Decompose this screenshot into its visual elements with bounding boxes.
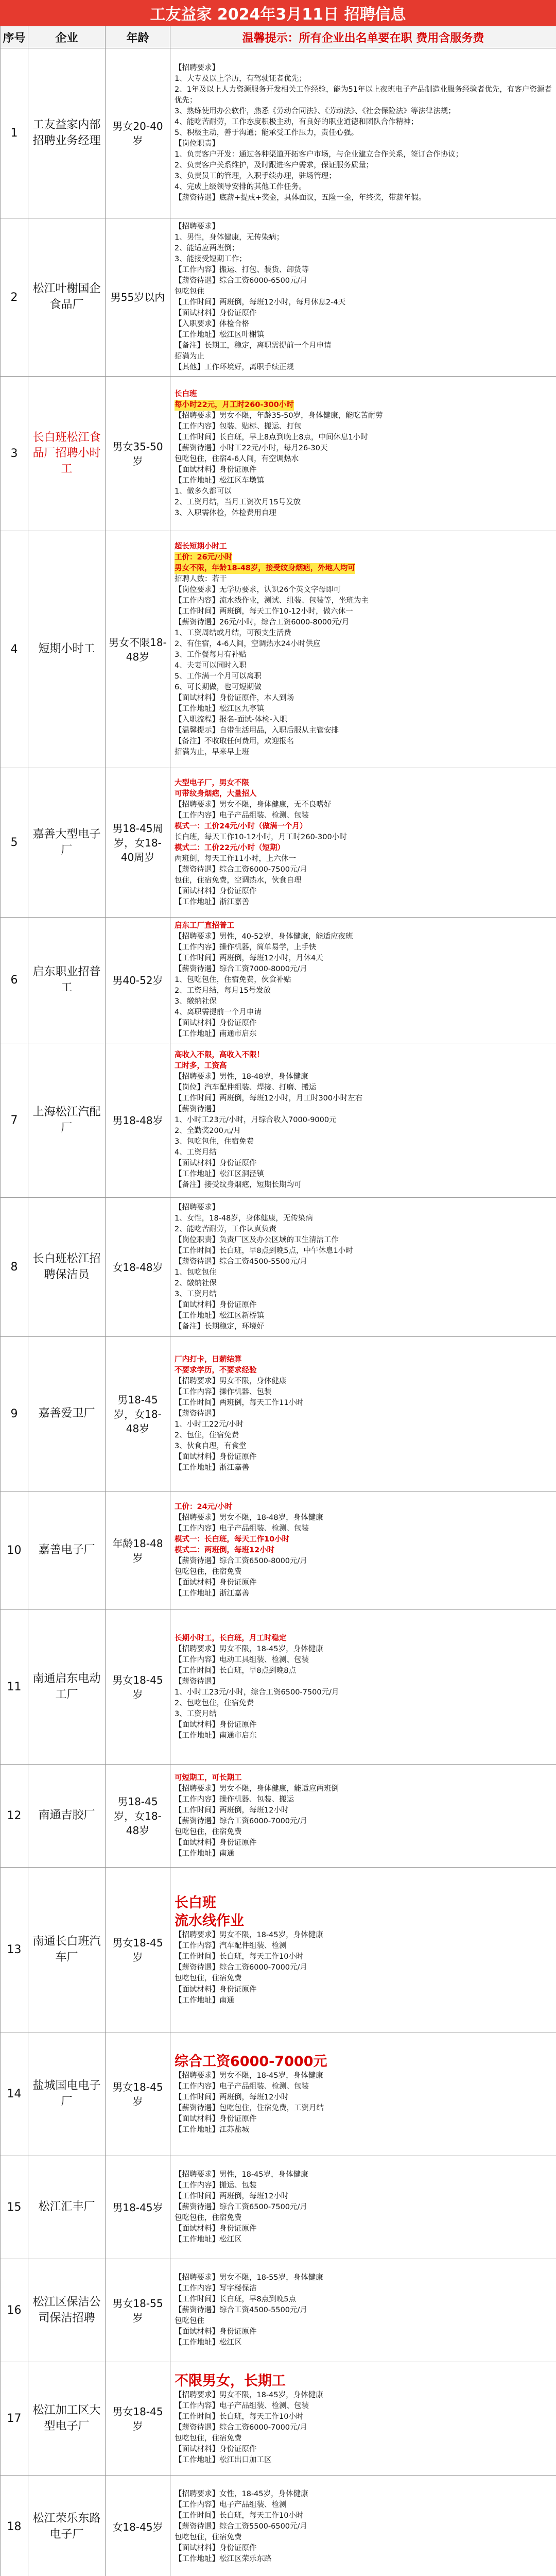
detail-line: 1、男性，身体健康，无传染病； bbox=[175, 233, 284, 242]
table-row bbox=[1, 2156, 556, 2259]
detail-line: 【薪资待遇】26元/小时，综合工资6000-8000元/月 bbox=[175, 618, 350, 626]
detail-line: 【工作时间】两班倒，每班12小时 bbox=[175, 2093, 289, 2102]
detail-line: 【工作地址】松江区车墩镇 bbox=[175, 476, 264, 485]
detail-line: 【薪资待遇】综合工资6000-7000元/月 bbox=[175, 2423, 307, 2432]
detail-line: 3、能接受短期工作； bbox=[175, 255, 247, 264]
detail-line: 1、包吃包住，住宿免费，伙食补贴 bbox=[175, 976, 291, 985]
row-detail bbox=[170, 2259, 556, 2362]
detail-line: 【工作内容】电子产品组装、检测、包装 bbox=[175, 1524, 309, 1533]
row-detail bbox=[170, 1337, 556, 1492]
detail-line: 【工作时间】两班倒，每班12小时，每月休息2-4天 bbox=[175, 298, 346, 307]
detail-line: 每小时22元，月工时260-300小时 bbox=[175, 400, 294, 411]
detail-line: 1、负责客户开发：通过各种渠道开拓客户市场，与企业建立合作关系，签订合作协议； bbox=[175, 150, 463, 159]
row-detail bbox=[170, 918, 556, 1043]
detail-line: 包吃包住，住宿免费 bbox=[175, 1568, 242, 1577]
row-detail bbox=[170, 377, 556, 531]
detail-line: 【岗位要求】无学历要求，认识26个英文字母即可 bbox=[175, 585, 341, 594]
row-seq: 1 bbox=[1, 48, 28, 218]
detail-line: 【工作时间】长白班，早上8点到晚上8点，中间休息1小时 bbox=[175, 433, 368, 442]
row-detail bbox=[170, 1610, 556, 1765]
detail-line: 3、工资月结 bbox=[175, 1290, 217, 1298]
detail-line: 男女不限，年龄18-48岁，接受纹身烟疤，外地人均可 bbox=[175, 563, 355, 574]
detail-line: 流水线作业 bbox=[175, 1913, 244, 1929]
detail-line: 【薪资待遇】 bbox=[175, 1677, 219, 1686]
detail-line: 【工作地址】南通 bbox=[175, 1849, 234, 1858]
detail-line: 【工作时间】长白班，每天工作10小时 bbox=[175, 2412, 304, 2421]
row-detail bbox=[170, 2156, 556, 2259]
detail-line: 【工作内容】电子产品组装、检测、包装 bbox=[175, 811, 309, 820]
detail-line: 【备注】长期稳定，环境好 bbox=[175, 1322, 264, 1331]
row-age: 男18-45岁 bbox=[106, 2156, 170, 2259]
detail-line: 【岗位】汽车配件组装、焊接、打磨、搬运 bbox=[175, 1083, 317, 1092]
detail-line: 包吃包住，住宿免费 bbox=[175, 1827, 242, 1836]
detail-line: 【工作内容】电子产品组装、检测 bbox=[175, 2501, 287, 2510]
detail-line: 【工作内容】电动工具组装、检测、包装 bbox=[175, 1655, 309, 1664]
detail-line: 3、包吃包住，住宿免费 bbox=[175, 1138, 254, 1146]
detail-line: 【薪资待遇】综合工资6000-7000元/月 bbox=[175, 1963, 307, 1972]
detail-line: 1、小时工23元/小时，月综合收入7000-9000元 bbox=[175, 1116, 337, 1125]
detail-line: 3、缴纳社保 bbox=[175, 997, 217, 1006]
detail-line: 【工作地址】南通市启东 bbox=[175, 1731, 257, 1740]
table-header-row bbox=[1, 26, 556, 48]
detail-line: 【工作时间】两班倒，每班12小时 bbox=[175, 2192, 289, 2201]
detail-line: 2、包吃包住，住宿免费 bbox=[175, 1699, 254, 1707]
row-company: 松江区保洁公司保洁招聘 bbox=[28, 2259, 106, 2362]
row-seq: 15 bbox=[1, 2156, 28, 2259]
detail-line: 【招聘要求】男女不限，18-45岁，身体健康 bbox=[175, 1645, 323, 1653]
detail-line: 【薪资待遇】综合工资4500-5500元/月 bbox=[175, 2306, 307, 2315]
jobs-table bbox=[0, 26, 556, 2576]
detail-line: 包吃包住，住宿4-6人间，有空调热水 bbox=[175, 454, 299, 463]
row-age: 男女18-45岁 bbox=[106, 2032, 170, 2156]
row-detail bbox=[170, 1765, 556, 1868]
table-row bbox=[1, 377, 556, 531]
detail-line: 长白班 bbox=[175, 389, 197, 398]
detail-line: 招满为止，早来早上班 bbox=[175, 748, 249, 756]
detail-line: 【面试材料】身份证原件 bbox=[175, 1838, 257, 1847]
detail-line: 【面试材料】身份证原件，本人到场 bbox=[175, 693, 294, 702]
row-age: 男18-45岁，女18-48岁 bbox=[106, 1765, 170, 1868]
table-row bbox=[1, 1198, 556, 1337]
row-age: 女18-48岁 bbox=[106, 1198, 170, 1337]
row-age: 男女不限18-48岁 bbox=[106, 531, 170, 768]
detail-line: 【薪资待遇】综合工资6000-7000元/月 bbox=[175, 1817, 307, 1825]
row-detail bbox=[170, 1492, 556, 1610]
detail-line: 2、负责客户关系维护，及时跟进客户需求，保证服务质量； bbox=[175, 161, 374, 170]
table-row bbox=[1, 1492, 556, 1610]
row-company: 启东职业招普工 bbox=[28, 918, 106, 1043]
detail-line: 【备注】接受纹身烟疤，短期长期均可 bbox=[175, 1181, 302, 1190]
detail-line: 【工作内容】汽车配件组装、检测 bbox=[175, 1942, 287, 1951]
row-age: 男18-48岁 bbox=[106, 1043, 170, 1198]
page-title: 工友益家 2024年3月11日 招聘信息 bbox=[0, 0, 556, 26]
detail-line: 高收入不限，高收入不限！ bbox=[175, 1051, 264, 1060]
detail-line: 【工作地址】南通 bbox=[175, 1996, 234, 2005]
row-seq: 2 bbox=[1, 218, 28, 377]
detail-line: 【招聘要求】男女不限，身体健康 bbox=[175, 1377, 287, 1386]
row-seq: 16 bbox=[1, 2259, 28, 2362]
row-seq: 7 bbox=[1, 1043, 28, 1198]
header-company: 企业 bbox=[28, 26, 106, 48]
detail-line: 【工作内容】操作机器、包装、搬运 bbox=[175, 1795, 294, 1804]
row-company: 嘉善大型电子厂 bbox=[28, 768, 106, 918]
detail-line: 包住，住宿免费，空调热水，伙食自理 bbox=[175, 876, 302, 885]
table-row bbox=[1, 1868, 556, 2032]
detail-line: 【面试材料】身份证原件 bbox=[175, 887, 257, 895]
row-company: 松江荣乐东路电子厂 bbox=[28, 2476, 106, 2576]
detail-line: 3、伙食自理，有食堂 bbox=[175, 1442, 247, 1451]
table-row bbox=[1, 1765, 556, 1868]
table-row bbox=[1, 1043, 556, 1198]
detail-line: 招聘人数：若干 bbox=[175, 574, 227, 583]
detail-line: 【面试材料】身份证原件 bbox=[175, 2544, 257, 2553]
detail-line: 【工作地址】松江区九亭镇 bbox=[175, 704, 264, 713]
detail-line: 【工作内容】写字楼保洁 bbox=[175, 2284, 257, 2293]
detail-line: 【岗位职责】 bbox=[175, 140, 219, 148]
row-age: 男女18-45岁 bbox=[106, 1868, 170, 2032]
detail-line: 5、工作满一个月可以离职 bbox=[175, 672, 262, 681]
detail-line: 3、熟练使用办公软件，熟悉《劳动合同法》、《劳动法》、《社会保险法》等法律法规； bbox=[175, 107, 456, 115]
detail-line: 模式二：工价22元/小时（短期） bbox=[175, 843, 285, 852]
detail-line: 【工作时间】两班倒，每班12小时 bbox=[175, 1806, 289, 1815]
detail-line: 【工作内容】流水线作业，测试、组装、包装等，坐班为主 bbox=[175, 596, 369, 605]
detail-line: 1、大专及以上学历，有驾驶证者优先； bbox=[175, 74, 306, 83]
detail-line: 【薪资待遇】综合工资6500-7500元/月 bbox=[175, 2203, 307, 2212]
detail-line: 【工作内容】包装、贴标、搬运、打包 bbox=[175, 422, 302, 431]
row-company: 南通启东电动工厂 bbox=[28, 1610, 106, 1765]
detail-line: 长白班，每天工作10-12小时，月工时260-300小时 bbox=[175, 833, 347, 841]
detail-line: 【招聘要求】男性，18-48岁，身体健康 bbox=[175, 1073, 308, 1081]
detail-line: 【面试材料】身份证原件 bbox=[175, 2115, 257, 2124]
detail-line: 【招聘要求】男性，18-45岁，身体健康 bbox=[175, 2171, 308, 2179]
detail-line: 【薪资待遇】 bbox=[175, 1410, 219, 1418]
detail-line: 【面试材料】身份证原件 bbox=[175, 2328, 257, 2336]
detail-line: 1、做多久都可以 bbox=[175, 487, 232, 496]
detail-line: 【工作地址】浙江嘉善 bbox=[175, 897, 249, 906]
row-seq: 17 bbox=[1, 2362, 28, 2476]
row-seq: 14 bbox=[1, 2032, 28, 2156]
row-seq: 12 bbox=[1, 1765, 28, 1868]
detail-line: 【温馨提示】自带生活用品，入职后服从主管安排 bbox=[175, 726, 339, 735]
detail-line: 【招聘要求】男女不限，身体健康，无不良嗜好 bbox=[175, 800, 332, 809]
detail-line: 4、离职需提前一个月申请 bbox=[175, 1008, 262, 1017]
detail-line: 【工作地址】松江区洞泾镇 bbox=[175, 1170, 264, 1179]
detail-line: 【薪资待遇】综合工资5500-6500元/月 bbox=[175, 2522, 307, 2531]
table-row bbox=[1, 48, 556, 218]
detail-line: 大型电子厂，男女不限 bbox=[175, 778, 249, 787]
detail-line: 【面试材料】身份证原件 bbox=[175, 1720, 257, 1729]
detail-line: 【工作地址】松江区新桥镇 bbox=[175, 1311, 264, 1320]
row-detail bbox=[170, 2476, 556, 2576]
row-age: 男女20-40岁 bbox=[106, 48, 170, 218]
detail-line: 工时多，工资高 bbox=[175, 1062, 227, 1071]
row-age: 男18-45岁，女18-48岁 bbox=[106, 1337, 170, 1492]
detail-line: 【薪资待遇】 bbox=[175, 1105, 219, 1114]
detail-line: 【招聘要求】 bbox=[175, 1203, 219, 1212]
detail-line: 综合工资6000-7000元 bbox=[175, 2054, 327, 2070]
detail-line: 3、负责员工的管理，入职手续办理，驻场管理； bbox=[175, 172, 336, 181]
detail-line: 【面试材料】身份证原件 bbox=[175, 1159, 257, 1168]
detail-line: 2、工资月结，每月15号发放 bbox=[175, 987, 271, 995]
row-seq: 11 bbox=[1, 1610, 28, 1765]
detail-line: 【面试材料】身份证原件 bbox=[175, 309, 257, 318]
detail-line: 长期小时工，长白班，月工时稳定 bbox=[175, 1634, 287, 1642]
row-company: 南通吉胶厂 bbox=[28, 1765, 106, 1868]
detail-line: 【工作时间】长白班，早8点到晚5点 bbox=[175, 2295, 296, 2304]
row-age: 男18-45周岁，女18-40周岁 bbox=[106, 768, 170, 918]
detail-line: 【工作时间】两班倒，每天工作10-12小时，做六休一 bbox=[175, 607, 353, 616]
detail-line: 1、包吃包住 bbox=[175, 1268, 217, 1277]
detail-line: 【招聘要求】男性，40-52岁，身体健康，能适应夜班 bbox=[175, 933, 353, 941]
detail-line: 包吃包住，住宿免费 bbox=[175, 1974, 242, 1983]
detail-line: 【工作内容】搬运、包装 bbox=[175, 2181, 257, 2190]
detail-line: 【工作时间】长白班，每天工作10小时 bbox=[175, 2512, 304, 2520]
detail-line: 【工作地址】浙江嘉善 bbox=[175, 1589, 249, 1598]
detail-line: 可带纹身烟疤，大量招人 bbox=[175, 789, 257, 798]
row-age: 男女18-45岁 bbox=[106, 2362, 170, 2476]
detail-line: 包吃包住，住宿免费 bbox=[175, 2434, 242, 2443]
detail-line: 【招聘要求】男女不限，身体健康，能适应两班倒 bbox=[175, 1784, 339, 1793]
detail-line: 长白班 bbox=[175, 1895, 216, 1911]
detail-line: 【面试材料】身份证原件 bbox=[175, 1579, 257, 1587]
table-row bbox=[1, 218, 556, 377]
detail-line: 【工作内容】操作机器、包装 bbox=[175, 1388, 272, 1397]
row-detail bbox=[170, 1868, 556, 2032]
detail-line: 【招聘要求】男女不限，18-45岁，身体健康 bbox=[175, 2391, 323, 2399]
detail-line: 3、工资月结 bbox=[175, 1709, 217, 1718]
detail-line: 【面试材料】身份证原件 bbox=[175, 2445, 257, 2453]
row-company: 工友益家内部招聘业务经理 bbox=[28, 48, 106, 218]
detail-line: 1、小时工23元/小时，综合工资6500-7500元/月 bbox=[175, 1688, 339, 1697]
row-age: 年龄18-48岁 bbox=[106, 1492, 170, 1610]
detail-line: 【面试材料】身份证原件 bbox=[175, 1453, 257, 1462]
detail-line: 2、能适应两班倒； bbox=[175, 244, 239, 253]
row-company: 松江加工区大型电子厂 bbox=[28, 2362, 106, 2476]
detail-line: 可短期工，可长期工 bbox=[175, 1773, 242, 1782]
detail-line: 包吃包住，住宿免费 bbox=[175, 2533, 242, 2542]
row-company: 长白班松江食品厂招聘小时工 bbox=[28, 377, 106, 531]
detail-line: 4、完成上级领导安排的其他工作任务。 bbox=[175, 183, 306, 192]
row-seq: 9 bbox=[1, 1337, 28, 1492]
detail-line: 【面试材料】身份证原件 bbox=[175, 2225, 257, 2233]
detail-line: 2、工资月结，当月工资次月15号发放 bbox=[175, 498, 301, 506]
row-seq: 5 bbox=[1, 768, 28, 918]
detail-line: 【岗位职责】负责厂区及办公区域的卫生清洁工作 bbox=[175, 1235, 339, 1244]
table-row bbox=[1, 1337, 556, 1492]
detail-line: 模式一：工价24元/小时（做满一个月） bbox=[175, 822, 307, 831]
detail-line: 【备注】长期工，稳定，离职需提前一个月申请 bbox=[175, 342, 332, 350]
detail-line: 工价：24元/小时 bbox=[175, 1503, 233, 1512]
header-remark: 温馨提示：所有企业出名单要在职 费用含服务费 bbox=[170, 26, 556, 48]
detail-line: 【薪资待遇】包吃包住，住宿免费，工资月结 bbox=[175, 2104, 324, 2113]
row-age: 男女35-50岁 bbox=[106, 377, 170, 531]
detail-line: 【工作时间】两班倒，每班12小时，月休4天 bbox=[175, 954, 323, 963]
row-age: 男女18-45岁 bbox=[106, 1610, 170, 1765]
detail-line: 2、能吃苦耐劳，工作认真负责 bbox=[175, 1225, 276, 1233]
row-detail bbox=[170, 48, 556, 218]
detail-line: 不限男女，长期工 bbox=[175, 2372, 286, 2389]
job-rows bbox=[1, 48, 556, 2576]
detail-line: 两班倒，每天工作11小时，上六休一 bbox=[175, 854, 296, 863]
row-seq: 10 bbox=[1, 1492, 28, 1610]
detail-line: 【招聘要求】女性，18-45岁，身体健康 bbox=[175, 2490, 308, 2499]
table-row bbox=[1, 2362, 556, 2476]
detail-line: 【工作地址】松江区叶榭镇 bbox=[175, 331, 264, 340]
detail-line: 【招聘要求】男女不限，18-45岁，身体健康 bbox=[175, 1931, 323, 1940]
row-detail bbox=[170, 768, 556, 918]
detail-line: 【招聘要求】男女不限，18-55岁，身体健康 bbox=[175, 2274, 323, 2282]
detail-line: 【其他】工作环境好，离职手续正规 bbox=[175, 363, 294, 372]
detail-line: 【薪资待遇】底薪+提成+奖金，具体面议，五险一金，年终奖，带薪年假。 bbox=[175, 194, 426, 202]
detail-line: 【工作时间】长白班，每天工作10小时 bbox=[175, 1953, 304, 1961]
detail-line: 厂内打卡，日薪结算 bbox=[175, 1355, 242, 1364]
header-age: 年龄 bbox=[106, 26, 170, 48]
detail-line: 招满为止 bbox=[175, 352, 204, 361]
detail-line: 6、可长期做，也可短期做 bbox=[175, 683, 262, 691]
detail-line: 【工作地址】江苏盐城 bbox=[175, 2126, 249, 2134]
detail-line: 工价：26元/小时 bbox=[175, 552, 232, 563]
table-row bbox=[1, 2032, 556, 2156]
table-row bbox=[1, 2476, 556, 2576]
detail-line: 【面试材料】身份证原件 bbox=[175, 1300, 257, 1309]
detail-line: 1、工资周结或月结，可预支生活费 bbox=[175, 629, 291, 637]
detail-line: 【入职要求】体检合格 bbox=[175, 320, 249, 329]
detail-line: 【薪资待遇】综合工资7000-8000元/月 bbox=[175, 965, 307, 974]
detail-line: 包吃包住，住宿免费 bbox=[175, 2214, 242, 2223]
row-company: 短期小时工 bbox=[28, 531, 106, 768]
detail-line: 【入职流程】报名-面试-体检-入职 bbox=[175, 715, 287, 724]
detail-line: 【工作时间】长白班，早8点到晚8点 bbox=[175, 1666, 296, 1675]
table-row bbox=[1, 768, 556, 918]
detail-line: 【招聘要求】男女不限，18-48岁，身体健康 bbox=[175, 1514, 323, 1522]
detail-line: 2、1年及以上人力资源服务开发相关工作经验，能为51年以上夜班电子产品制造业服务经验者优先，有客户资源者优先； bbox=[175, 85, 552, 105]
row-company: 松江叶榭国企食品厂 bbox=[28, 218, 106, 377]
detail-line: 【工作时间】两班倒，每班12小时，月工时300小时左右 bbox=[175, 1094, 363, 1103]
detail-line: 【工作内容】操作机器，简单易学，上手快 bbox=[175, 943, 317, 952]
detail-line: 【工作地址】浙江嘉善 bbox=[175, 1464, 249, 1472]
detail-line: 1、小时工22元/小时 bbox=[175, 1420, 244, 1429]
detail-line: 【招聘要求】男女不限，18-45岁，身体健康 bbox=[175, 2072, 323, 2080]
detail-line: 【薪资待遇】综合工资6000-7500元/月 bbox=[175, 865, 307, 874]
row-company: 嘉善电子厂 bbox=[28, 1492, 106, 1610]
detail-line: 【工作地址】松江区荣乐东路 bbox=[175, 2555, 272, 2564]
row-detail bbox=[170, 2362, 556, 2476]
detail-line: 模式二：两班倒，每班12小时 bbox=[175, 1546, 275, 1555]
row-company: 长白班松江招聘保洁员 bbox=[28, 1198, 106, 1337]
detail-line: 【工作地址】松江区 bbox=[175, 2338, 242, 2347]
row-detail bbox=[170, 218, 556, 377]
table-row bbox=[1, 531, 556, 768]
detail-line: 【工作地址】松江区 bbox=[175, 2235, 242, 2244]
detail-line: 5、积极主动，善于沟通；能承受工作压力，责任心强。 bbox=[175, 128, 359, 137]
row-seq: 8 bbox=[1, 1198, 28, 1337]
detail-line: 2、缴纳社保 bbox=[175, 1279, 217, 1287]
detail-line: 【工作内容】电子产品组装、检测、包装 bbox=[175, 2082, 309, 2091]
detail-line: 【工作时间】两班倒，每天工作11小时 bbox=[175, 1399, 304, 1408]
detail-line: 2、包住，住宿免费 bbox=[175, 1431, 239, 1440]
detail-line: 【薪资待遇】综合工资4500-5500元/月 bbox=[175, 1257, 307, 1266]
detail-line: 【招聘要求】男女不限，年龄35-50岁，身体健康，能吃苦耐劳 bbox=[175, 411, 383, 420]
row-seq: 13 bbox=[1, 1868, 28, 2032]
row-seq: 18 bbox=[1, 2476, 28, 2576]
detail-line: 超长短期小时工 bbox=[175, 542, 227, 551]
row-company: 松江汇丰厂 bbox=[28, 2156, 106, 2259]
detail-line: 【薪资待遇】小时工22元/小时，每月26-30天 bbox=[175, 444, 328, 452]
detail-line: 【招聘要求】 bbox=[175, 63, 219, 72]
detail-line: 【招聘要求】 bbox=[175, 223, 219, 231]
row-age: 女18-45岁 bbox=[106, 2476, 170, 2576]
detail-line: 2、全勤奖200元/月 bbox=[175, 1127, 241, 1136]
detail-line: 【面试材料】身份证原件 bbox=[175, 465, 257, 474]
detail-line: 【工作地址】松江出口加工区 bbox=[175, 2455, 272, 2464]
detail-line: 模式一：长白班，每天工作10小时 bbox=[175, 1535, 290, 1544]
detail-line: 4、能吃苦耐劳，工作态度积极主动，有良好的职业道德和团队合作精神； bbox=[175, 117, 419, 126]
detail-line: 【工作内容】搬运、打包、装货、卸货等 bbox=[175, 266, 309, 275]
detail-line: 【薪资待遇】综合工资6000-6500元/月 bbox=[175, 277, 307, 285]
detail-line: 1、女性，18-48岁，身体健康，无传染病 bbox=[175, 1214, 313, 1223]
row-company: 嘉善爱卫厂 bbox=[28, 1337, 106, 1492]
detail-line: 【面试材料】身份证原件 bbox=[175, 1985, 257, 1994]
header-seq: 序号 bbox=[1, 26, 28, 48]
table-row bbox=[1, 2259, 556, 2362]
row-detail bbox=[170, 2032, 556, 2156]
detail-line: 【薪资待遇】综合工资6500-8000元/月 bbox=[175, 1557, 307, 1566]
row-age: 男55岁以内 bbox=[106, 218, 170, 377]
detail-line: 启东工厂直招普工 bbox=[175, 922, 234, 930]
detail-line: 3、工作餐每月有补贴 bbox=[175, 650, 247, 659]
table-row bbox=[1, 918, 556, 1043]
detail-line: 2、有住宿，4-6人间，空调热水24小时供应 bbox=[175, 639, 321, 648]
detail-line: 4、夫妻可以同时入职 bbox=[175, 661, 247, 670]
row-detail bbox=[170, 1198, 556, 1337]
detail-line: 包吃包住 bbox=[175, 287, 204, 296]
detail-line: 【工作地址】南通市启东 bbox=[175, 1030, 257, 1039]
row-company: 上海松江汽配厂 bbox=[28, 1043, 106, 1198]
detail-line: 【工作内容】电子产品组装、检测、包装 bbox=[175, 2401, 309, 2410]
row-seq: 6 bbox=[1, 918, 28, 1043]
row-company: 南通长白班汽车厂 bbox=[28, 1868, 106, 2032]
detail-line: 【备注】不收取任何费用，欢迎报名 bbox=[175, 737, 294, 745]
detail-line: 4、工资月结 bbox=[175, 1148, 217, 1157]
table-row bbox=[1, 1610, 556, 1765]
detail-line: 【工作时间】长白班，早8点到晚5点，中午休息1小时 bbox=[175, 1246, 353, 1255]
row-company: 盐城国电电子厂 bbox=[28, 2032, 106, 2156]
detail-line: 包吃包住 bbox=[175, 2317, 204, 2326]
detail-line: 【面试材料】身份证原件 bbox=[175, 1019, 257, 1028]
row-detail bbox=[170, 1043, 556, 1198]
row-age: 男女18-55岁 bbox=[106, 2259, 170, 2362]
detail-line: 3、入职需体检，体检费用自理 bbox=[175, 509, 276, 517]
row-age: 男40-52岁 bbox=[106, 918, 170, 1043]
detail-line: 不要求学历，不要求经验 bbox=[175, 1366, 257, 1375]
row-detail bbox=[170, 531, 556, 768]
row-seq: 3 bbox=[1, 377, 28, 531]
row-seq: 4 bbox=[1, 531, 28, 768]
